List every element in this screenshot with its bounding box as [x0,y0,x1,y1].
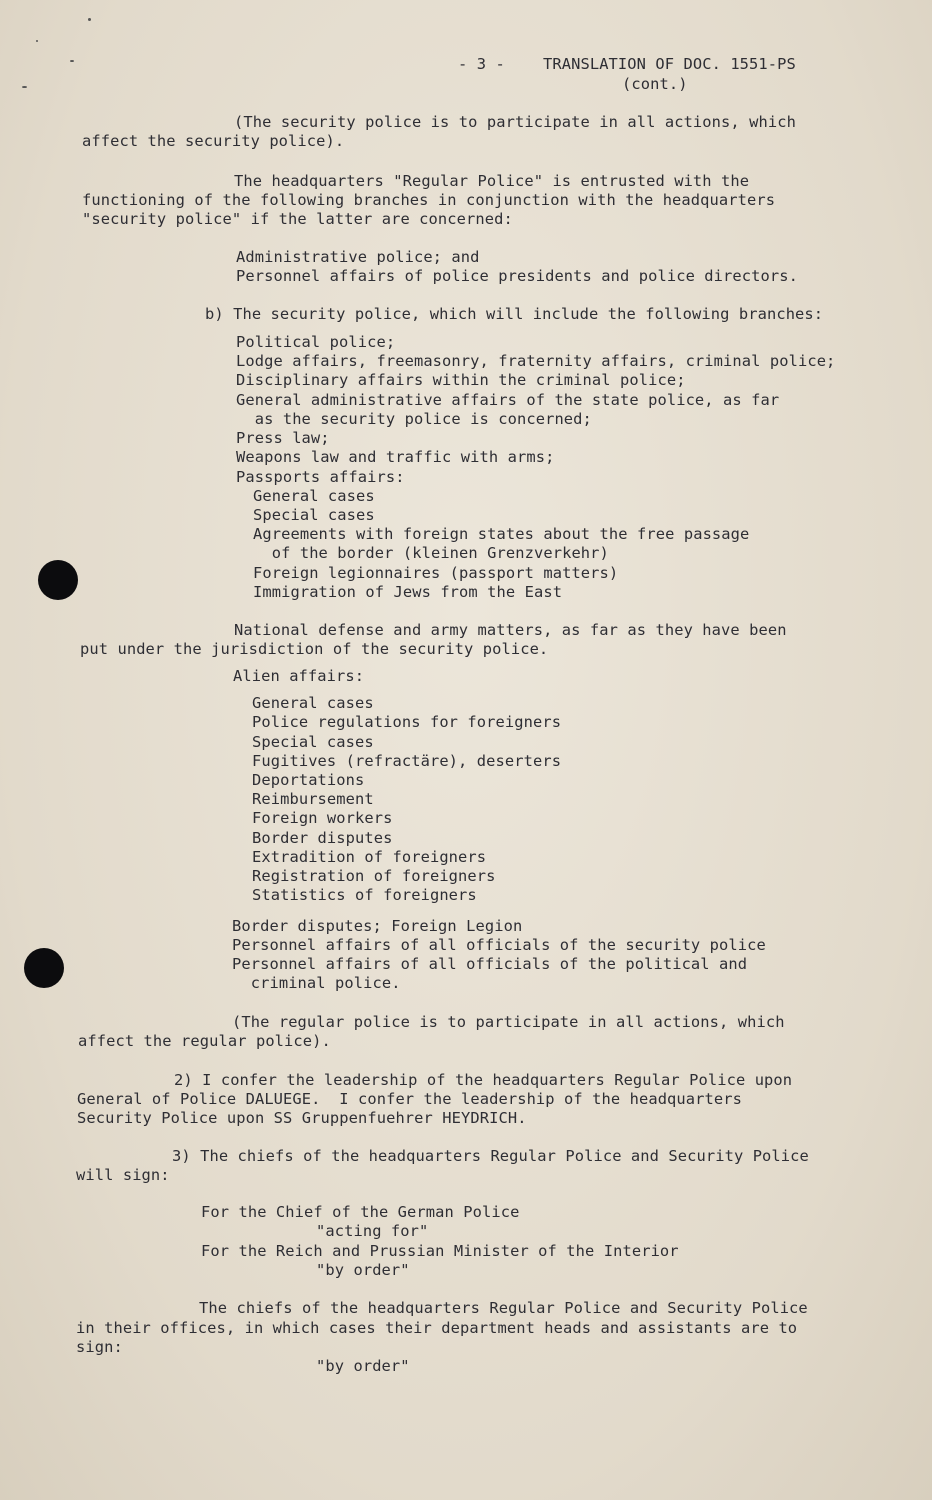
sub-list-item: Statistics of foreigners [252,886,477,904]
paragraph-line: Security Police upon SS Gruppenfuehrer HEYDRICH. [77,1109,527,1127]
sub-list-item: of the border (kleinen Grenzverkehr) [253,544,609,562]
list-item: Personnel affairs of all officials of the security police [232,936,766,954]
sub-list-item: General cases [252,694,374,712]
sub-list-item: Special cases [252,733,374,751]
paragraph-line: The chiefs of the headquarters Regular Police and Security Police [199,1299,808,1317]
sub-list-item: Foreign legionnaires (passport matters) [253,564,619,582]
sub-list-item: Foreign workers [252,809,393,827]
continued-label: (cont.) [622,75,688,93]
document-title: TRANSLATION OF DOC. 1551-PS [543,55,796,73]
speck [36,40,38,42]
sub-list-item: Fugitives (refractäre), deserters [252,752,562,770]
paragraph-line: affect the security police). [82,132,345,150]
sub-list-item: Special cases [253,506,375,524]
signature-line: "acting for" [316,1222,429,1240]
paragraph-line: 3) The chiefs of the headquarters Regular Police and Security Police [172,1147,809,1165]
paragraph-line: in their offices, in which cases their department heads and assistants are to [76,1319,798,1337]
list-item: Personnel affairs of all officials of the political and [232,955,748,973]
paragraph-line: functioning of the following branches in conjunction with the headquarters [82,191,776,209]
paragraph-line: put under the jurisdiction of the security police. [80,640,549,658]
sub-list-item: Immigration of Jews from the East [253,583,563,601]
list-item: as the security police is concerned; [236,410,592,428]
list-item: General administrative affairs of the state police, as far [236,391,780,409]
alien-affairs-heading: Alien affairs: [233,667,365,685]
paragraph-line: (The security police is to participate in all actions, which [234,113,796,131]
list-item: Weapons law and traffic with arms; [236,448,555,466]
list-item: Administrative police; and [236,248,480,266]
speck [88,18,91,21]
sub-list-item: Deportations [252,771,365,789]
list-item: Border disputes; Foreign Legion [232,917,523,935]
signature-line: "by order" [316,1261,410,1279]
sub-list-item: Police regulations for foreigners [252,713,562,731]
list-item: Disciplinary affairs within the criminal police; [236,371,686,389]
sub-list-item: Border disputes [252,829,393,847]
signature-line: For the Reich and Prussian Minister of the Interior [201,1242,679,1260]
paragraph-line: "by order" [316,1357,410,1375]
speck [70,60,74,62]
page-number: - 3 - [458,55,505,73]
paragraph-line: The headquarters "Regular Police" is entrusted with the [234,172,750,190]
paragraph-line: 2) I confer the leadership of the headquarters Regular Police upon [174,1071,793,1089]
punch-hole-bottom [24,948,64,988]
signature-line: For the Chief of the German Police [201,1203,520,1221]
sub-list-item: General cases [253,487,375,505]
paragraph-line: General of Police DALUEGE. I confer the leadership of the headquarters [77,1090,742,1108]
paragraph-line: affect the regular police). [78,1032,331,1050]
list-item: Personnel affairs of police presidents and police directors. [236,267,798,285]
list-item: Lodge affairs, freemasonry, fraternity affairs, criminal police; [236,352,836,370]
section-b-intro: b) The security police, which will include the following branches: [205,305,824,323]
paragraph-line: "security police" if the latter are concerned: [82,210,513,228]
paragraph-line: will sign: [76,1166,170,1184]
sub-list-item: Extradition of foreigners [252,848,487,866]
list-item: Political police; [236,333,396,351]
sub-list-item: Registration of foreigners [252,867,496,885]
list-item: Press law; [236,429,330,447]
paragraph-line: National defense and army matters, as far as they have been [234,621,787,639]
list-item: criminal police. [232,974,401,992]
paragraph-line: sign: [76,1338,123,1356]
paragraph-line: (The regular police is to participate in all actions, which [232,1013,785,1031]
speck [22,86,27,88]
sub-list-item: Reimbursement [252,790,374,808]
list-item: Passports affairs: [236,468,405,486]
punch-hole-top [38,560,78,600]
sub-list-item: Agreements with foreign states about the free passage [253,525,750,543]
